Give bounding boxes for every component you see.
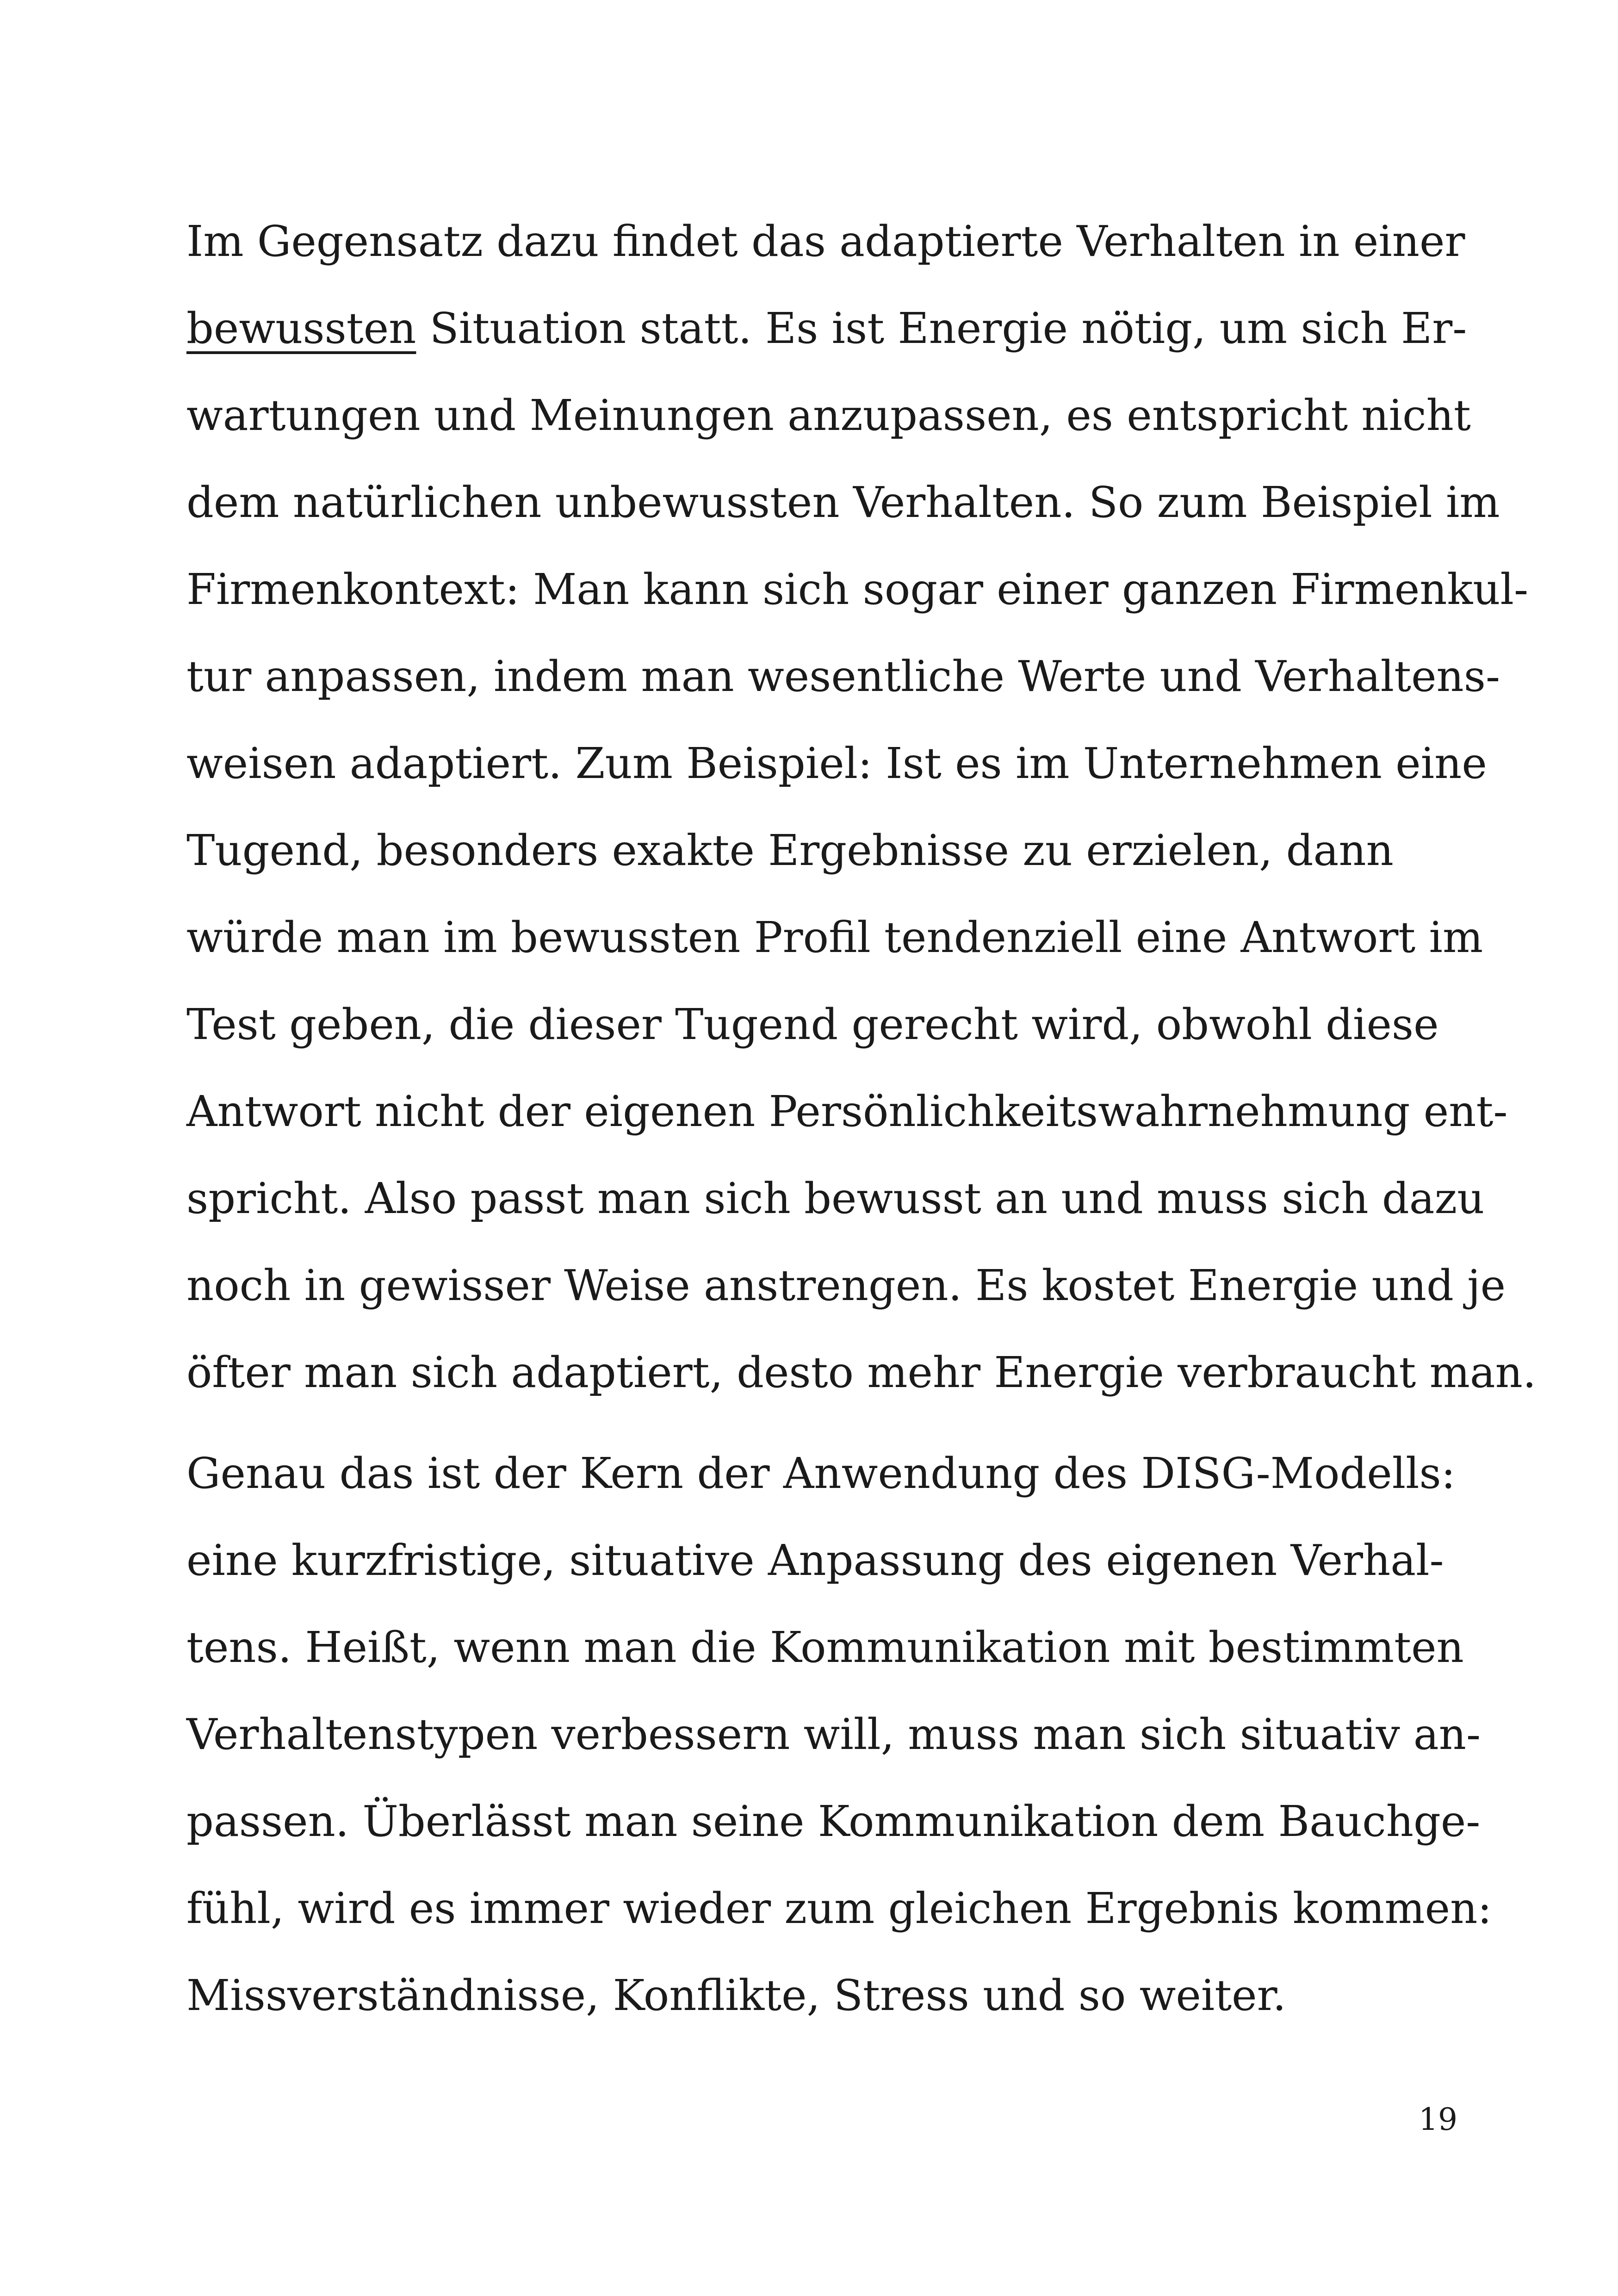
text-line: [186, 372, 1473, 459]
text-segment: öfter man sich adaptiert, desto mehr Energie verbraucht man.: [186, 1348, 1537, 1397]
text-segment: Antwort nicht der eigenen Persönlichkeitswahrnehmung ent-: [186, 1087, 1508, 1136]
text-line: [186, 1604, 1473, 1691]
text-line: [186, 720, 1487, 807]
text-line: [186, 1778, 1481, 1865]
text-segment: tur anpassen, indem man wesentliche Werte und Verhaltens-: [186, 652, 1500, 701]
text-line: [186, 1430, 1473, 1517]
body-text: [186, 198, 1537, 2039]
text-segment: Firmenkontext: Man kann sich sogar einer ganzen Firmenkul-: [186, 565, 1529, 614]
text-segment: tens. Heißt, wenn man die Kommunikation mit bestimmten: [186, 1623, 1464, 1672]
text-segment: wartungen und Meinungen anzupassen, es entspricht nicht: [186, 391, 1471, 440]
text-line: [186, 1691, 1481, 1778]
text-line: [186, 1865, 1492, 1952]
page-number: 19: [1419, 2102, 1457, 2137]
text-line: [186, 285, 1473, 372]
text-line: [186, 546, 1529, 633]
text-line: [186, 633, 1500, 720]
paragraph: [186, 198, 1537, 1416]
text-line: [186, 1155, 1485, 1242]
text-segment: würde man im bewussten Profil tendenziell eine Antwort im: [186, 913, 1483, 962]
text-segment: spricht. Also passt man sich bewusst an und muss sich dazu: [186, 1174, 1485, 1223]
text-segment: eine kurzfristige, situative Anpassung des eigenen Verhal-: [186, 1536, 1444, 1585]
text-segment: Missverständnisse, Konflikte, Stress und so weiter.: [186, 1971, 1286, 2020]
text-line: [186, 459, 1500, 546]
text-segment: passen. Überlässt man seine Kommunikation dem Bauchge-: [186, 1797, 1481, 1846]
text-line: [186, 1329, 1537, 1416]
text-segment: noch in gewisser Weise anstrengen. Es kostet Energie und je: [186, 1261, 1506, 1310]
text-segment: Test geben, die dieser Tugend gerecht wird, obwohl diese: [186, 1000, 1439, 1049]
text-line: [186, 981, 1473, 1068]
text-segment: Im Gegensatz dazu findet das adaptierte Verhalten in einer: [186, 217, 1465, 266]
text-segment: fühl, wird es immer wieder zum gleichen Ergebnis kommen:: [186, 1884, 1492, 1933]
text-line: [186, 1068, 1508, 1155]
text-line: [186, 1242, 1506, 1329]
text-line: [186, 1952, 1473, 2039]
text-segment: Situation statt. Es ist Energie nötig, um sich Er-: [416, 304, 1467, 353]
text-segment: Genau das ist der Kern der Anwendung des DISG-Modells:: [186, 1449, 1456, 1498]
text-line: [186, 198, 1473, 285]
underlined-word: bewussten: [186, 304, 416, 353]
text-line: [186, 1517, 1473, 1604]
text-segment: weisen adaptiert. Zum Beispiel: Ist es im Unternehmen eine: [186, 739, 1487, 788]
text-segment: Tugend, besonders exakte Ergebnisse zu erzielen, dann: [186, 826, 1394, 875]
paragraph: [186, 1430, 1492, 2039]
text-segment: dem natürlichen unbewussten Verhalten. So zum Beispiel im: [186, 478, 1500, 527]
text-line: [186, 894, 1483, 981]
text-line: [186, 807, 1473, 894]
text-segment: Verhaltenstypen verbessern will, muss man sich situativ an-: [186, 1710, 1481, 1759]
